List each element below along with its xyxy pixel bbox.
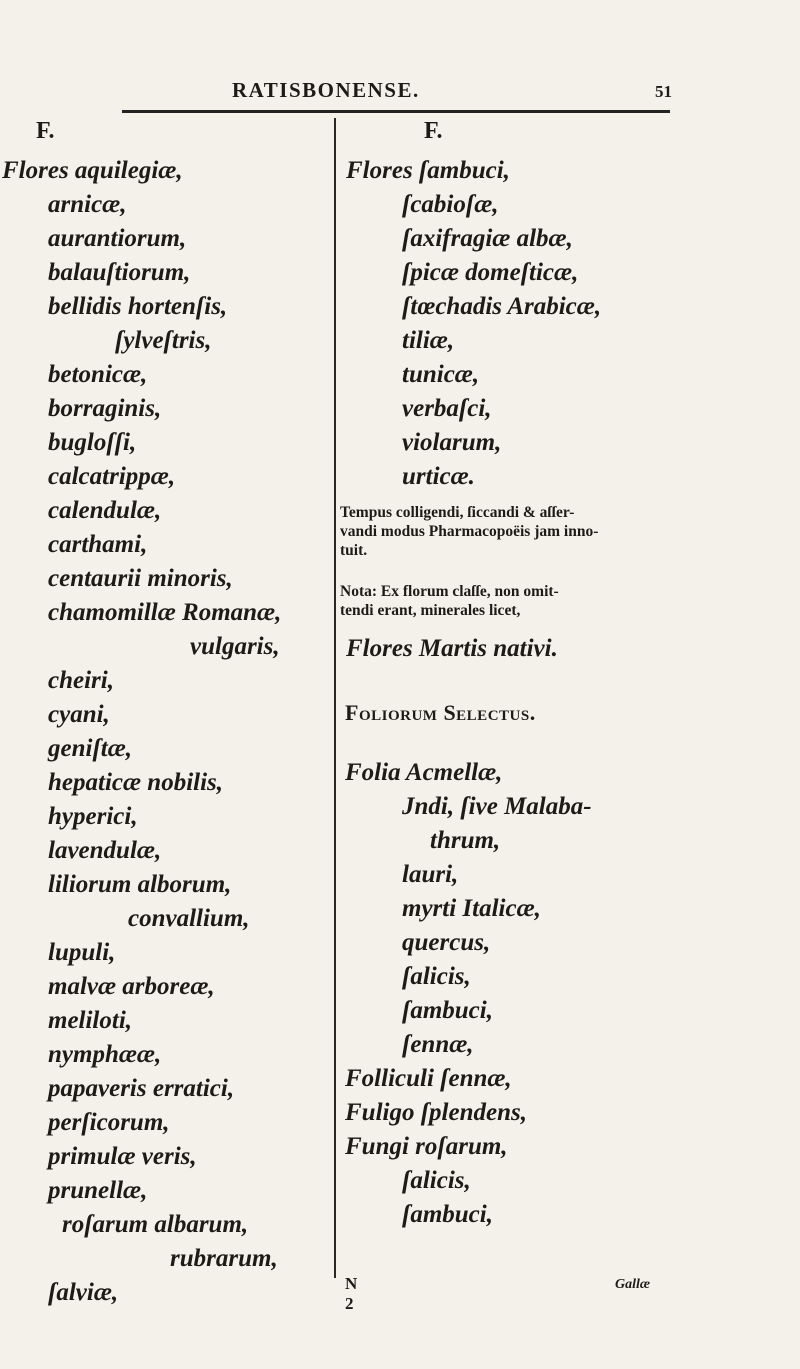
list-item: betonicæ,: [48, 361, 148, 388]
list-item: ſalviæ,: [48, 1279, 119, 1306]
list-item: ſambuci,: [402, 1201, 493, 1228]
note-line: tuit.: [340, 542, 368, 559]
list-item: ſcabioſæ,: [402, 191, 499, 218]
flores-martis-entry: Flores Martis nativi.: [346, 635, 558, 662]
list-item: convallium,: [128, 905, 250, 932]
list-item: ſpicæ domeſticæ,: [402, 259, 579, 286]
list-item: Fuligo ſplendens,: [345, 1099, 527, 1126]
list-item: hyperici,: [48, 803, 138, 830]
list-item: tiliæ,: [402, 327, 455, 354]
list-item: centaurii minoris,: [48, 565, 233, 592]
page-header: [0, 78, 800, 108]
list-item: ſennæ,: [402, 1031, 474, 1058]
list-item: thrum,: [430, 827, 501, 854]
list-item: arnicæ,: [48, 191, 127, 218]
list-item: roſarum albarum,: [62, 1211, 249, 1238]
list-item: carthami,: [48, 531, 148, 558]
list-item: geniſtæ,: [48, 735, 133, 762]
left-column-letter: F.: [36, 118, 55, 144]
list-item: vulgaris,: [190, 633, 280, 660]
list-item: ſtœchadis Arabicæ,: [402, 293, 602, 320]
list-item: lauri,: [402, 861, 459, 888]
list-item: chamomillæ Romanæ,: [48, 599, 282, 626]
list-item: violarum,: [402, 429, 502, 456]
list-item: rubrarum,: [170, 1245, 278, 1272]
list-item: Fungi roſarum,: [345, 1133, 508, 1160]
list-item: cyani,: [48, 701, 110, 728]
page-number: 51: [655, 82, 672, 101]
note-line: Tempus colligendi, ſiccandi & aſſer-: [340, 504, 575, 521]
list-item: primulæ veris,: [48, 1143, 197, 1170]
list-item: cheiri,: [48, 667, 114, 694]
nota-line: tendi erant, minerales licet,: [340, 602, 521, 619]
list-item: borraginis,: [48, 395, 162, 422]
list-item: ſambuci,: [402, 997, 493, 1024]
list-item: malvæ arboreæ,: [48, 973, 215, 1000]
list-item: nymphææ,: [48, 1041, 162, 1068]
list-item: Flores aquilegiæ,: [2, 157, 183, 184]
list-item: verbaſci,: [402, 395, 492, 422]
list-item: hepaticæ nobilis,: [48, 769, 224, 796]
catchword: Gallæ: [615, 1277, 650, 1292]
list-item: calendulæ,: [48, 497, 162, 524]
list-item: myrti Italicæ,: [402, 895, 541, 922]
note-line: vandi modus Pharmacopoëis jam inno-: [340, 523, 599, 540]
list-item: meliloti,: [48, 1007, 133, 1034]
list-item: balauſtiorum,: [48, 259, 191, 286]
list-item: Flores ſambuci,: [346, 157, 510, 184]
list-item: papaveris erratici,: [48, 1075, 235, 1102]
list-item: urticæ.: [402, 463, 475, 490]
list-item: quercus,: [402, 929, 491, 956]
list-item: liliorum alborum,: [48, 871, 232, 898]
list-item: ſalicis,: [402, 963, 471, 990]
list-item: Folliculi ſennæ,: [345, 1065, 512, 1092]
list-item: prunellæ,: [48, 1177, 148, 1204]
nota-line: Nota: Ex florum claſſe, non omit-: [340, 583, 559, 600]
list-item: ſalicis,: [402, 1167, 471, 1194]
list-item: bellidis hortenſis,: [48, 293, 228, 320]
list-item: ſylveſtris,: [115, 327, 212, 354]
list-item: lupuli,: [48, 939, 116, 966]
list-item: bugloſſi,: [48, 429, 137, 456]
list-item: calcatrippæ,: [48, 463, 176, 490]
right-column-letter: F.: [424, 118, 443, 144]
list-item: Folia Acmellæ,: [345, 759, 503, 786]
section-heading: Foliorum Selectus.: [345, 700, 536, 725]
list-item: tunicæ,: [402, 361, 480, 388]
list-item: ſaxifragiæ albæ,: [402, 225, 573, 252]
list-item: aurantiorum,: [48, 225, 187, 252]
header-rule: [122, 110, 670, 113]
running-head: RATISBONENSE.: [232, 78, 420, 102]
column-divider: [334, 118, 336, 1278]
list-item: perſicorum,: [48, 1109, 170, 1136]
list-item: Jndi, ſive Malaba-: [402, 793, 592, 820]
signature-mark: N 2: [345, 1274, 358, 1313]
list-item: lavendulæ,: [48, 837, 162, 864]
